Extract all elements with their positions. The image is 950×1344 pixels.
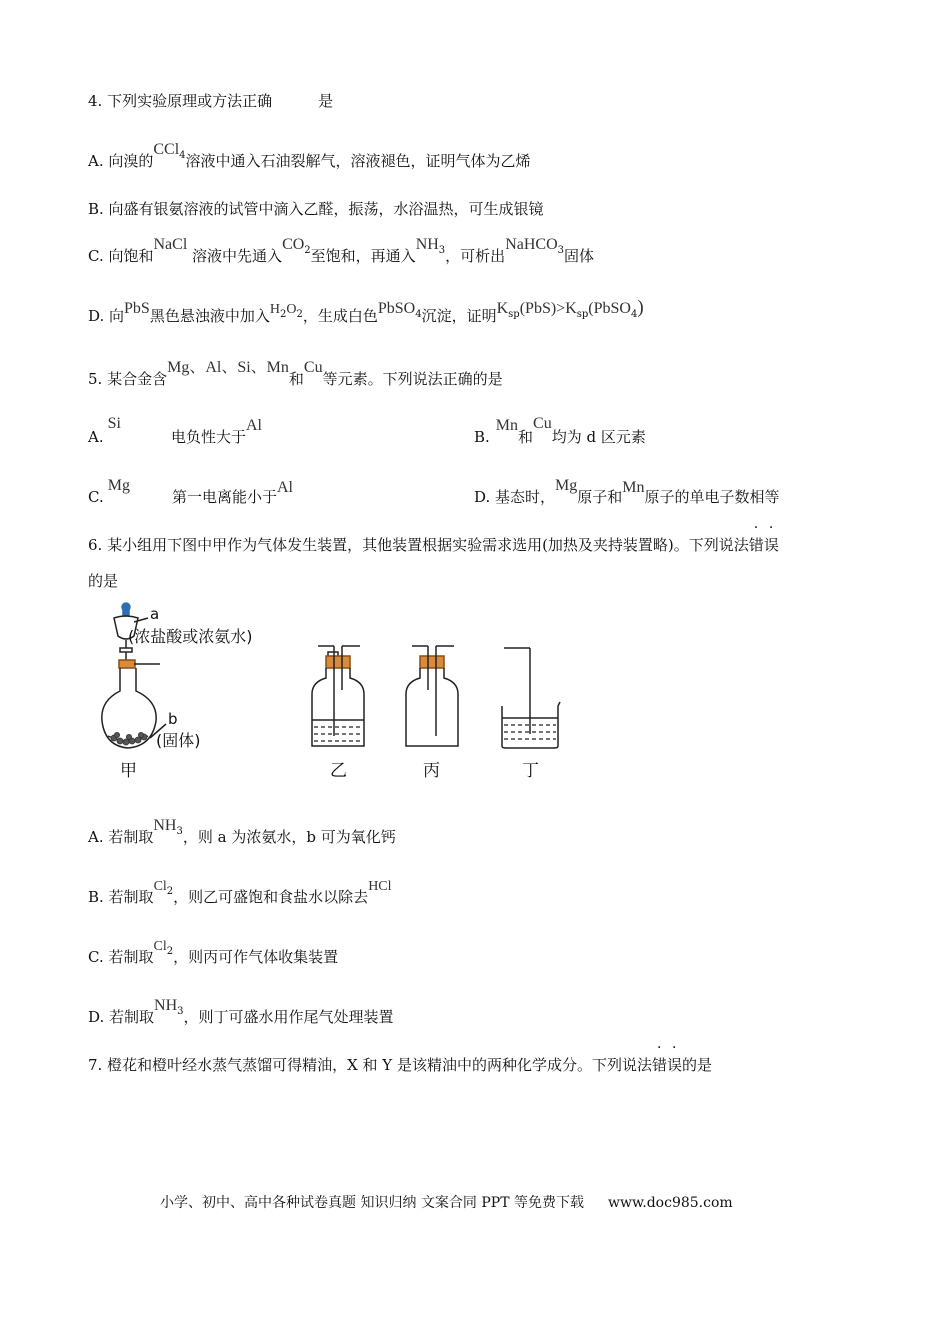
q4-option-c: C. 向饱和NaCl 溶液中先通入$CO^2$至饱和，再通入$NH^3$，可析出NaHCO$^3$固体 [88,236,595,265]
q4-stem: 4. 下列实验原理或方法正确 是 [88,92,334,110]
q6-option-d: D. 若制取$NH^3$，则丁可盛水用作尾气处理装置 [88,997,394,1026]
label-a: a [150,605,160,623]
q5-stem: 5. 某合金含Mg、Al、Si、Mn和Cu等元素。下列说法正确的是 [88,359,503,388]
label-jia: 甲 [120,761,137,781]
apparatus-yi [312,646,364,746]
apparatus-ding [502,648,560,748]
q7-stem: 7. 橙花和橙叶经水蒸气蒸馏可得精油，X 和 Y 是该精油中的两种化学成分。下列说法错误的是 [88,1056,713,1074]
q5-option-b: B.Mn和Cu均为 d 区元素 [474,415,646,446]
footer-url[interactable]: www.doc985.com [607,1195,733,1211]
q6-option-a: A. 若制取$NH^3$，则 a 为浓氨水，b 可为氧化钙 [88,817,396,846]
q5-option-d: D. 基态时，Mg原子和Mn原子的单电子数相等 [474,477,780,506]
label-a-desc: (浓盐酸或浓氨水) [128,627,253,646]
q6-option-b: B. 若制取Cl$^2$，则乙可盛饱和食盐水以除去HCl [88,879,392,906]
q4-option-a: A. 向溴的CCl$^4$溶液中通入石油裂解气，溶液褪色，证明气体为乙烯 [88,141,531,170]
q5-option-a: A.Si电负性大于Al [88,415,262,446]
label-b: b [168,710,178,728]
label-b-desc: (固体) [156,731,201,750]
q6-stem: 6. 某小组用下图中甲作为气体发生装置，其他装置根据实验需求选用(加热及夹持装置略)。下列说法错误 [88,536,779,554]
label-ding: 丁 [522,761,539,781]
q6-option-c: C. 若制取Cl$^2$，则丙可作气体收集装置 [88,939,339,966]
q4-option-d: D. 向PbS黑色悬浊液中加入$H^2O^2$，生成白色PbSO$^4$沉淀，证明$K^{sp}(PbS)>K^{sp}(PbSO^4)$ [88,297,644,325]
apparatus-jia [102,603,166,748]
label-bing: 丙 [423,761,440,781]
label-yi: 乙 [330,761,347,781]
q6-stem-cont: 的是 [88,572,119,590]
q4-option-b: B. 向盛有银氨溶液的试管中滴入乙醛，振荡，水浴温热，可生成银镜 [88,200,544,218]
footer [160,1192,733,1212]
q5-option-c: C.Mg第一电离能小于Al [88,477,293,506]
footer-text: 小学、初中、高中各种试卷真题 知识归纳 文案合同 PPT 等免费下载 [160,1195,584,1211]
apparatus-bing [406,646,458,746]
apparatus-figure [90,596,570,786]
